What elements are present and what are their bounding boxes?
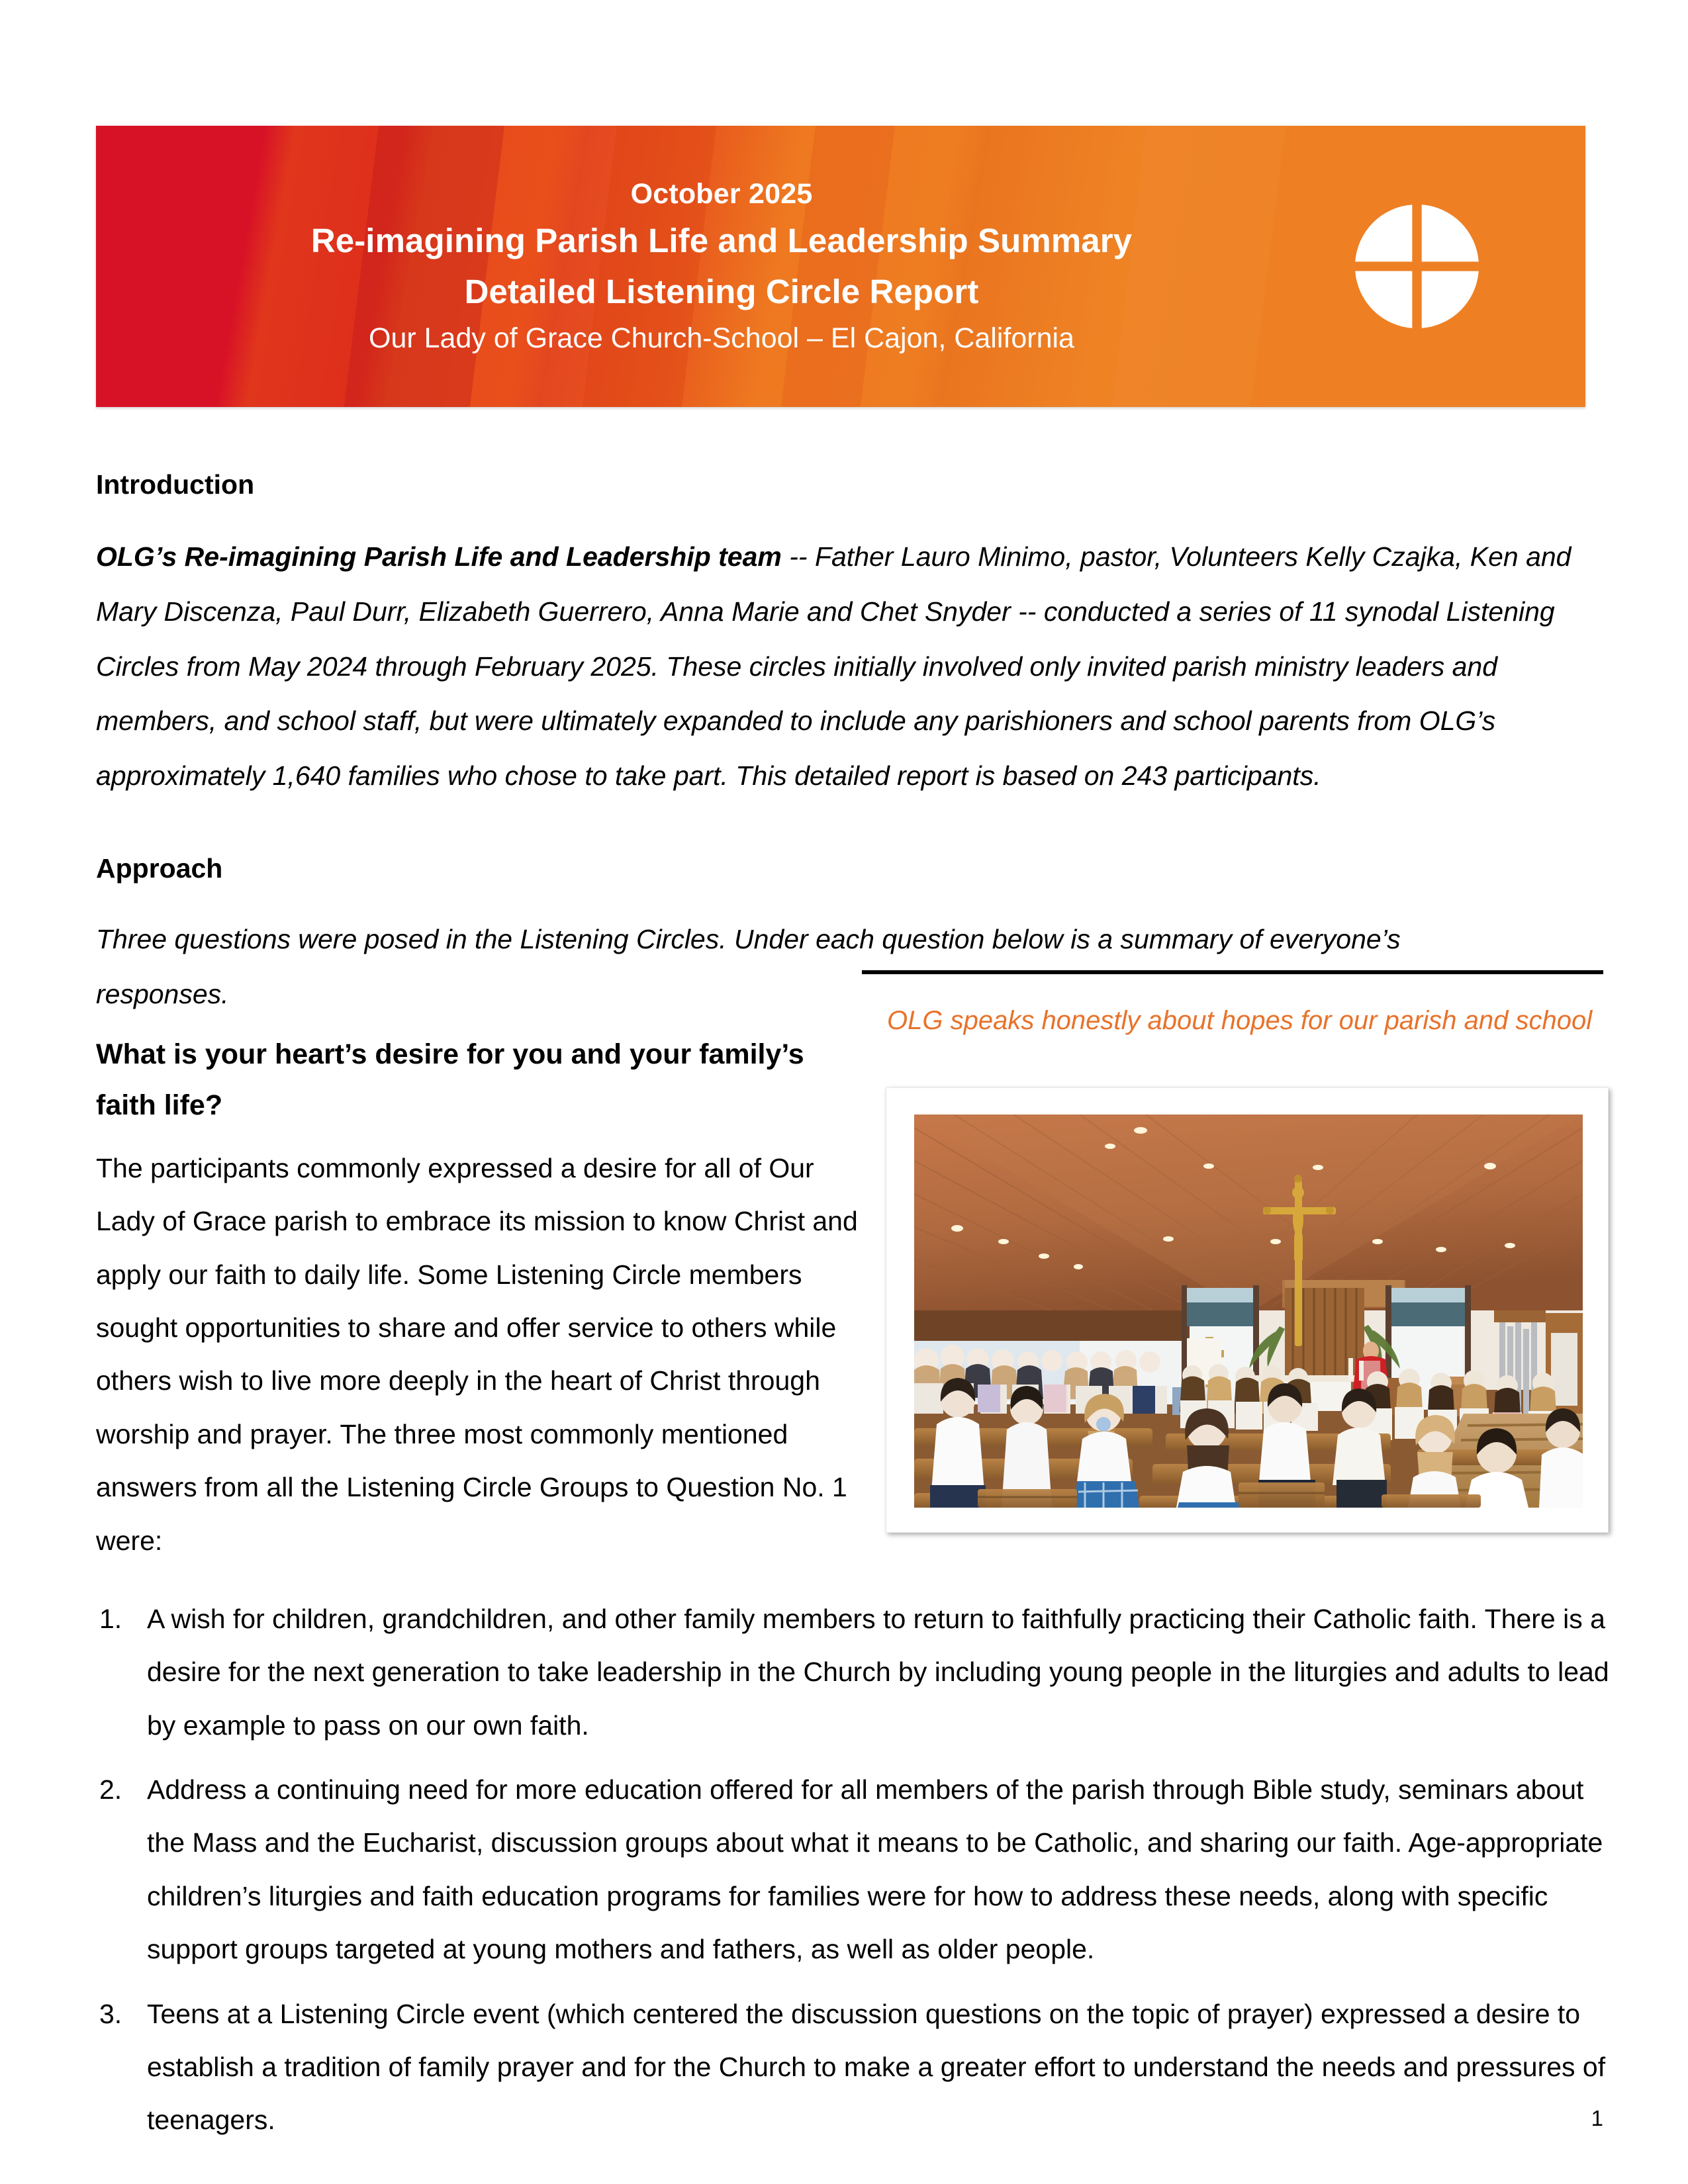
- church-mass-photo-illustration: [914, 1115, 1583, 1508]
- answers-list: [73, 1592, 1622, 2158]
- introduction-body-text: -- Father Lauro Minimo, pastor, Volunteers Kelly Czajka, Ken and Mary Discenza, Paul Durr, Elizabeth Guerrero, Anna Marie and Chet Snyder -- conducted a series of 11 synodal Listening Circles from May 2024 through February 2025. These circles initially involved only invited parish ministry leaders and members, and school staff, but were ultimately expanded to include any parishioners and school parents from OLG’s approximately 1,640 families who chose to take part. This detailed report is based on 243 participants.: [96, 541, 1571, 792]
- report-subtitle: Our Lady of Grace Church-School – El Cajon, California: [369, 322, 1074, 354]
- quartered-circle-cross-logo-icon: [1349, 199, 1485, 334]
- church-mass-photo: [914, 1115, 1583, 1508]
- question-one-heading: What is your heart’s desire for you and your family’s faith life?: [96, 1038, 804, 1122]
- list-item: [99, 1763, 1622, 1976]
- list-item-number: 1.: [99, 1604, 122, 1634]
- caption-divider-rule: [862, 970, 1603, 974]
- report-title-line1: Re-imagining Parish Life and Leadership Summary: [310, 222, 1133, 260]
- list-item-text: Teens at a Listening Circle event (which centered the discussion questions on the topic of prayer) expressed a desire to establish a tradition of family prayer and for the Church to make a greater effort to understand the needs and pressures of teenagers.: [147, 1998, 1606, 2136]
- introduction-lead-bold: OLG’s Re-imagining Parish Life and Leadership team: [96, 541, 782, 572]
- list-item-number: 2.: [99, 1774, 122, 1805]
- church-mass-photo-frame: [886, 1087, 1609, 1533]
- list-item-text: Address a continuing need for more education offered for all members of the parish through Bible study, seminars about the Mass and the Eucharist, discussion groups about what it means to be Catholic, and sharing our faith. Age-appropriate children’s liturgies and faith education programs for families were for how to address these needs, along with specific support groups targeted at young mothers and fathers, as well as older people.: [147, 1774, 1603, 1965]
- approach-paragraph: Three questions were posed in the Listening Circles. Under each question below is a summary of everyone’s responses.: [96, 924, 1401, 1009]
- list-item-number: 3.: [99, 1998, 122, 2029]
- list-item-text: A wish for children, grandchildren, and other family members to return to faithfully practicing their Catholic faith. There is a desire for the next generation to take leadership in the Church by including young people in the liturgies and adults to lead by example to pass on our own faith.: [147, 1604, 1609, 1741]
- banner-text-block: [96, 126, 1347, 407]
- report-title-line2: Detailed Listening Circle Report: [464, 272, 979, 310]
- list-item: [99, 1592, 1622, 1752]
- approach-heading: Approach: [96, 853, 223, 884]
- introduction-paragraph: [96, 529, 1592, 803]
- photo-caption: OLG speaks honestly about hopes for our parish and school: [887, 1006, 1593, 1035]
- question-one-paragraph: The participants commonly expressed a desire for all of Our Lady of Grace parish to embrace its mission to know Christ and apply our faith to daily life. Some Listening Circle members sought opportunities to share and offer service to others while others wish to live more deeply in the heart of Christ through worship and prayer. The three most commonly mentioned answers from all the Listening Circle Groups to Question No. 1 were:: [96, 1153, 858, 1556]
- list-item: [99, 1987, 1622, 2147]
- introduction-heading: Introduction: [96, 469, 255, 500]
- page-number: 1: [1591, 2106, 1603, 2130]
- document-header-banner: [96, 126, 1585, 407]
- report-date: October 2025: [630, 178, 813, 210]
